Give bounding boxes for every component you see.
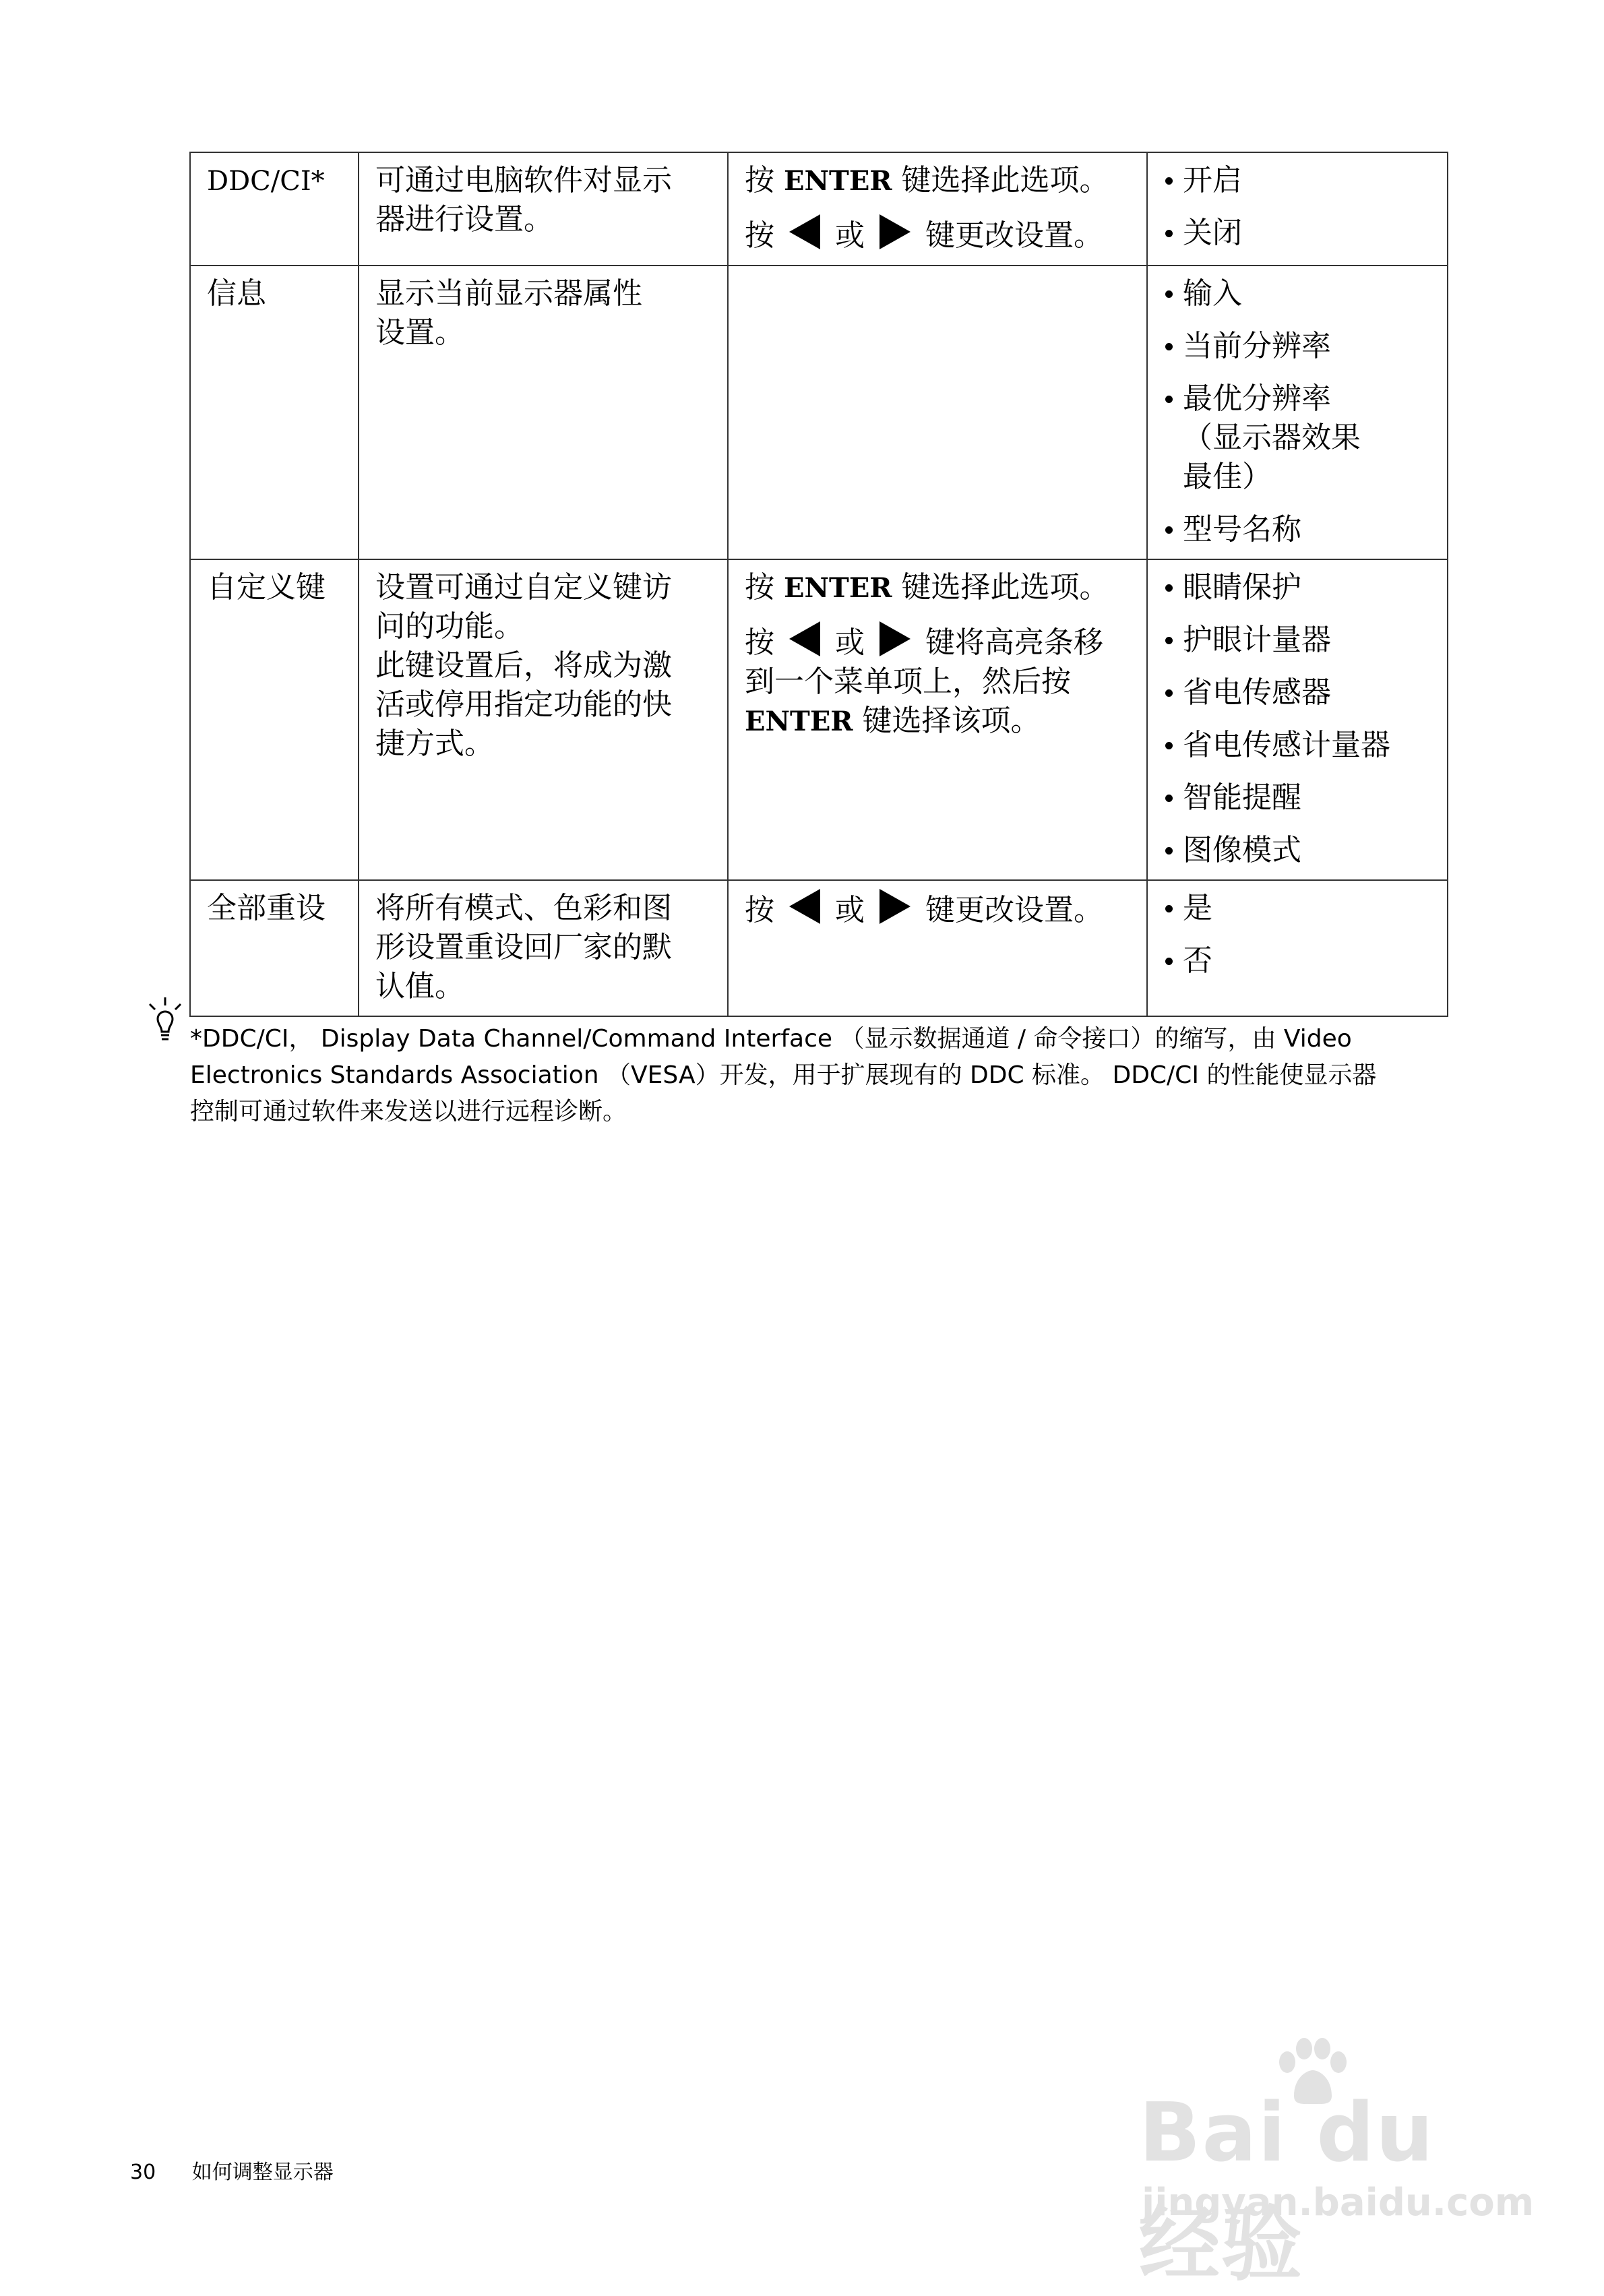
operation-text: 键选择该项。 bbox=[853, 704, 1041, 738]
description-cell bbox=[359, 880, 728, 1016]
watermark-url: jingyan.baidu.com bbox=[1142, 2181, 1535, 2225]
operation-text: 按 bbox=[745, 163, 784, 197]
operation-text: 键更改设置。 bbox=[915, 893, 1103, 927]
baidu-jingyan-watermark bbox=[1139, 2035, 1535, 2292]
item-cell bbox=[190, 266, 359, 559]
operation-text: 键将高亮条移 到一个菜单项上，然后按 bbox=[745, 625, 1103, 699]
operation-cell bbox=[728, 266, 1147, 559]
operation-text: 或 bbox=[826, 625, 874, 660]
left-arrow-icon bbox=[789, 889, 820, 924]
description-text: 设置可通过自定义键访 问的功能。 此键设置后，将成为激 活或停用指定功能的快 捷方式。 bbox=[375, 570, 672, 761]
description-cell bbox=[359, 559, 728, 880]
item-label: 信息 bbox=[207, 276, 266, 311]
option-item: 输入 bbox=[1164, 274, 1431, 313]
option-item: 当前分辨率 bbox=[1164, 327, 1431, 366]
options-cell bbox=[1147, 880, 1448, 1016]
option-item: 智能提醒 bbox=[1164, 778, 1431, 817]
operation-line bbox=[745, 214, 1130, 255]
left-arrow-icon bbox=[789, 621, 820, 656]
enter-key-label: ENTER bbox=[745, 706, 853, 737]
page-number: 30 bbox=[130, 2161, 156, 2184]
description-text: 将所有模式、色彩和图 形设置重设回厂家的默 认值。 bbox=[375, 891, 672, 1003]
operation-line bbox=[745, 889, 1130, 930]
operation-cell bbox=[728, 152, 1147, 266]
footnote-line-1: *DDC/CI， Display Data Channel/Command Interface （显示数据通道 / 命令接口）的缩写，由 Video bbox=[190, 1025, 1352, 1053]
option-item: 否 bbox=[1164, 941, 1431, 981]
description-cell bbox=[359, 152, 728, 266]
operation-text: 按 bbox=[745, 893, 784, 927]
settings-table bbox=[189, 152, 1448, 1017]
item-label: 全部重设 bbox=[207, 891, 326, 925]
operation-text: 按 bbox=[745, 218, 784, 253]
options-cell bbox=[1147, 152, 1448, 266]
right-arrow-icon bbox=[880, 214, 911, 249]
operation-line bbox=[745, 568, 1130, 608]
operation-text: 键更改设置。 bbox=[915, 218, 1103, 253]
left-arrow-icon bbox=[789, 214, 820, 249]
description-text: 显示当前显示器属性 设置。 bbox=[375, 276, 642, 350]
option-item: 省电传感器 bbox=[1164, 673, 1431, 712]
options-cell bbox=[1147, 559, 1448, 880]
option-item: 开启 bbox=[1164, 161, 1431, 200]
item-cell bbox=[190, 880, 359, 1016]
option-item: 关闭 bbox=[1164, 214, 1431, 253]
table-row bbox=[190, 880, 1448, 1016]
enter-key-label: ENTER bbox=[784, 165, 892, 197]
item-label: 自定义键 bbox=[207, 570, 326, 604]
operation-line bbox=[745, 621, 1130, 741]
options-list bbox=[1164, 889, 1431, 981]
operation-text: 或 bbox=[826, 218, 874, 253]
page-footer bbox=[130, 2155, 334, 2185]
right-arrow-icon bbox=[880, 889, 911, 924]
option-item: 型号名称 bbox=[1164, 510, 1431, 549]
enter-key-label: ENTER bbox=[784, 572, 892, 604]
section-title: 如何调整显示器 bbox=[191, 2161, 334, 2184]
options-list bbox=[1164, 274, 1431, 549]
option-item: 图像模式 bbox=[1164, 831, 1431, 870]
operation-text: 或 bbox=[826, 893, 874, 927]
operation-text: 按 bbox=[745, 625, 784, 660]
table-row bbox=[190, 152, 1448, 266]
option-item: 省电传感计量器 bbox=[1164, 726, 1431, 765]
item-cell bbox=[190, 152, 359, 266]
description-cell bbox=[359, 266, 728, 559]
options-list bbox=[1164, 161, 1431, 253]
ddc-ci-footnote bbox=[190, 1021, 1450, 1130]
watermark-brand: Bai du 经验 bbox=[1139, 2086, 1435, 2292]
option-item: 是 bbox=[1164, 889, 1431, 928]
options-list bbox=[1164, 568, 1431, 870]
operation-cell bbox=[728, 880, 1147, 1016]
option-item: 眼睛保护 bbox=[1164, 568, 1431, 607]
options-cell bbox=[1147, 266, 1448, 559]
operation-text: 按 bbox=[745, 570, 784, 604]
operation-text: 键选择此选项。 bbox=[892, 570, 1109, 604]
item-cell bbox=[190, 559, 359, 880]
footnote-line-2: Electronics Standards Association （VESA）开发，用于扩展现有的 DDC 标准。 DDC/CI 的性能使显示器 bbox=[190, 1061, 1377, 1089]
table-row bbox=[190, 559, 1448, 880]
item-label: DDC/CI* bbox=[207, 166, 325, 197]
table-row bbox=[190, 266, 1448, 559]
lightbulb-tip-icon bbox=[142, 996, 189, 1049]
footnote-line-3: 控制可通过软件来发送以进行远程诊断。 bbox=[190, 1098, 627, 1125]
operation-cell bbox=[728, 559, 1147, 880]
operation-line bbox=[745, 161, 1130, 201]
right-arrow-icon bbox=[880, 621, 911, 656]
option-item: 最优分辨率 （显示器效果 最佳） bbox=[1164, 379, 1431, 497]
operation-text: 键选择此选项。 bbox=[892, 163, 1109, 197]
option-item: 护眼计量器 bbox=[1164, 621, 1431, 660]
description-text: 可通过电脑软件对显示 器进行设置。 bbox=[375, 163, 672, 237]
